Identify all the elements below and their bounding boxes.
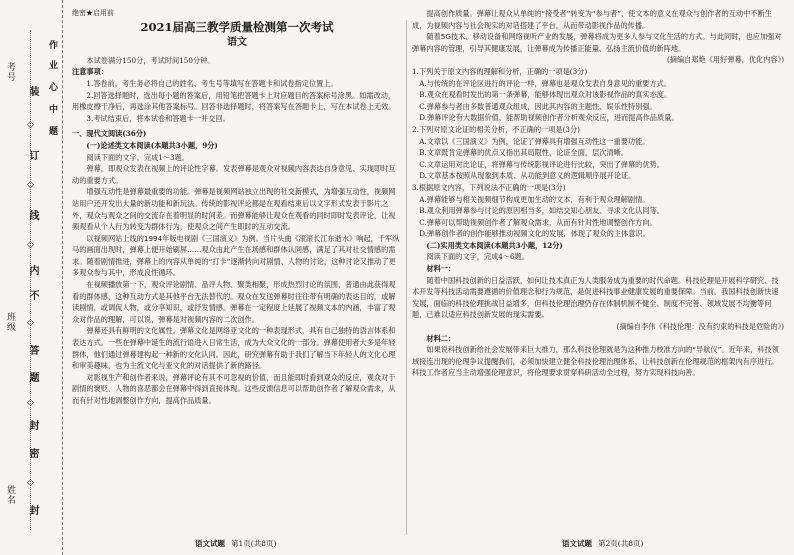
triangle-marker-icon: ◇ (27, 120, 34, 130)
seal-char: 不 (27, 290, 38, 300)
material-label: 材料二： (426, 333, 456, 343)
question-option: C.弹幕可以帮助视频创作者了解观众需求，从而有针对性地调整创作方向。 (419, 217, 657, 227)
left-column (72, 8, 402, 407)
passage-paragraph: 在视频播放第一下，观众评论剧情、品评人物、聚类相聚，形成热烈讨论的氛围，普通由此获得观看的群体感，这种互动方式是其他平台无法替代的。观众在发送弹幕时往往带有明确的表达目的，或解读剧情，或调侃人物，或分享知识，或抒发情感。弹幕在一定程度上延展了视频文本的内涵，丰富了观众对作品的理解，可以说，弹幕是对视频内容的二次创作。 (72, 280, 396, 324)
section-heading: 一、现代文阅读(36分) (72, 129, 147, 139)
passage-paragraph: 增强互动性是弹幕最重要的功能。弹幕是视频网站独立出现的社交新模式，为增强互动性，视频网站用户还开发出大量的新功能和新玩法。传统的影视评论都是在观看结束后以文字形式发表于影片之外，观众与观众之间的交流存在着明显的时间差。而弹幕能够让观众在观看的同时即时发表评论，让视频观看从个人行为转变为群体行为，使观众之间产生即时的互动交流。 (72, 187, 396, 232)
school-char: 业 (47, 60, 57, 70)
subject-title: 语文 (227, 37, 247, 49)
material-text: 随着中国科技创新的日益活跃，如何让技术真正为人类服务成为重要的时代命题。科技伦理是开展科学研究、技术开发等科技活动需要遵循的价值理念和行为规范，是促进科技事业健康发展的重要保障。当前，我国科技创新快速发展，面临的科技伦理挑战日益增多，但科技伦理治理仍存在体制机制不健全、制度不完善、领域发展不均衡等问题，已难以适应科技创新发展的现实需要。 (412, 275, 779, 320)
question-option: D.弹幕评论有大数据价值，能帮助视频创作者分析观众反应，进而提高作品质量。 (419, 113, 679, 123)
instruction-line: 2.回答选择题时，选出每小题的答案后，用铅笔把答题卡上对应题目的答案标号涂黑。如需改动，用橡皮擦干净后，再选涂其他答案标号。回答非选择题时，将答案写在答题卡上，写在本试卷上无效。 (72, 90, 396, 112)
passage-source: (摘编自郑艳《用好弹幕，优化内容》) (666, 55, 784, 65)
instruction-heading: 注意事项： (72, 67, 108, 77)
seal-char: 内 (27, 265, 38, 275)
material-text: 如果说科技创新给社会发展带来巨大推力，那么科技伦理就是为这种推力校准方向的“导航仪”。近年来，科技领域接连出现的伦理争议提醒我们，必须加快建立健全科技伦理治理体系，让科技创新在伦理规范的框架内有序进行。科技工作者应当主动增强伦理意识，将伦理要求贯穿科研活动全过程，努力实现科技向善。 (412, 345, 779, 378)
footer-subject: 语文试题 (562, 539, 592, 548)
instruction-line: 1.答卷前，考生务必将自己的姓名、考生号等填写在答题卡和试卷指定位置上。 (86, 78, 338, 88)
binding-margin (0, 0, 63, 555)
seal-char: 密 (27, 448, 38, 458)
question-option: A.与传统的在评论区进行的评论一样，弹幕也是观众发表自身意见的重要方式。 (419, 78, 672, 88)
right-column (412, 8, 784, 379)
material-label: 材料一： (426, 264, 456, 274)
passage-paragraph: 弹幕，即观众发表在视频上的评论性字幕。发表弹幕是观众对视频内容表达自身意见、实现即时互动的重要方式。 (72, 164, 396, 185)
school-char: 作 (47, 40, 57, 50)
passage-paragraph: 随着5G技术、移动设备和网络视听产业的发展，弹幕将成为更多人参与文化生活的方式。与此同时，也应加强对弹幕内容的管理，引导其健康发展，让弹幕成为传播正能量、弘扬主流价值的新阵地。 (412, 32, 782, 53)
triangle-marker-icon: ◇ (27, 240, 34, 250)
question-option: D.文章基本按照从现象到本质、从功能到意义的逻辑顺序展开论证。 (419, 171, 636, 181)
question-option: B.文章既肯定弹幕的优点又指出其局限性，论证全面，层次清晰。 (419, 148, 629, 158)
instruction-line: 3.考试结束后，将本试卷和答题卡一并交回。 (86, 113, 230, 123)
question-2: 2.下列对原文论证的相关分析，不正确的一项是(3分) (412, 124, 580, 134)
exam-title: 2021届高三教学质量检测第一次考试 (140, 19, 334, 34)
subsection-heading: (二)实用类文本阅读(本题共3小题，12分) (426, 240, 563, 250)
question-option: A.弹幕能够与相关视频细节构成更加生动的文本，有利于观众理解剧情。 (419, 194, 650, 204)
question-option: B.观众利用弹幕参与讨论的原因相当多，如结交知心朋友、寻求文化认同等。 (419, 206, 664, 216)
passage-paragraph: 对影视生产和创作者来说，弹幕评论有其不可忽视的价值，而且能即时看到观众的反应，观众对于剧情的褒贬、人物的喜恶都会在弹幕中得到直接体现。这些反馈信息可以帮助创作者了解观众需求，从而有针对性地调整创作方向，提高作品质量。 (72, 372, 396, 405)
question-option: C.文章运用对比论证，将弹幕与传统影视评论进行比较，突出了弹幕的优势。 (419, 159, 664, 169)
secret-tag: 绝密★启用前 (72, 9, 114, 17)
column-divider (406, 20, 407, 535)
page-footer-right (562, 538, 649, 549)
triangle-marker-icon: ◇ (27, 398, 34, 408)
school-char: 中 (47, 104, 57, 114)
passage-paragraph: 以视频网站上线的1994年版电视剧《三国演义》为例。当片头曲《滚滚长江东逝水》响起，千军纵马的画面出现时，弹幕上便开始刷屏……观众由此产生在场感和群体认同感，满足了其对社交情感的需求。随着剧情推进，弹幕上的内容从单纯的“打卡”逐渐转向对剧情、人物的讨论，这种讨论又推动了更多观众参与其中，形成良性循环。 (72, 233, 400, 278)
footer-page: 第1页(共8页) (231, 539, 277, 548)
page-footer-left (195, 538, 282, 549)
seal-char: 订 (27, 150, 38, 160)
seal-char: 答 (27, 345, 38, 355)
school-char: 心 (47, 82, 57, 92)
subsection-heading: (一)论述类文本阅读(本题共3小题，9分) (86, 140, 218, 150)
question-3: 3.根据原文内容，下列说法不正确的一项是(3分) (412, 182, 566, 192)
triangle-marker-icon: ◇ (27, 318, 34, 328)
question-option: C.弹幕参与者由多数普通观众组成，因此其内容的主题性、娱乐性特别强。 (419, 101, 657, 111)
footer-page: 第2页(共8页) (598, 539, 644, 548)
question-option: D.弹幕创作者的创作能够推动视频文化的发展，体现了观众的主体意识。 (419, 229, 650, 239)
seal-char: 题 (27, 372, 38, 382)
material-source: (摘编自李伟《科技伦理：没有约束的科技是危险的》) (616, 322, 784, 332)
passage-paragraph: 提高创作质量。弹幕让观众从单纯的“接受者”转变为“参与者”，使文本的意义在观众与创作者的互动中不断生成，为视频内容与社会现实的对话搭建了平台，从而带动影视作品的传播。 (412, 9, 772, 30)
class-label: 班级 (5, 312, 15, 332)
instruction-line: 本试卷满分150分，考试时间150分钟。 (86, 55, 215, 65)
question-option: B.观众在观看时发出的第一条弹幕，能够体现出观众对该影视作品的真实态度。 (419, 90, 672, 100)
question-option: A.文章以《三国演义》为例，论证了弹幕具有增强互动性这一重要功能。 (419, 136, 650, 146)
seal-char: 封 (27, 505, 38, 515)
passage-paragraph: 弹幕还具有鲜明的文化属性。弹幕文化是网络亚文化的一种表现形式，具有自己独特的语言体系和表达方式。一些在弹幕中诞生的流行语进入日常生活，成为大众文化的一部分。弹幕使用者大多是年轻群体，他们通过弹幕建构起一种新的文化认同。因此，研究弹幕有助于我们了解当下年轻人的文化心理和审美趣味，也为主流文化与亚文化的对话提供了新的路径。 (72, 326, 396, 371)
reading-prompt: 阅读下面的文字，完成1～3题。 (86, 152, 189, 162)
seal-char: 装 (27, 86, 38, 96)
exam-id-label: 考号 (5, 62, 15, 82)
footer-subject: 语文试题 (195, 539, 225, 548)
school-char: 题 (47, 126, 57, 136)
seal-char: 封 (27, 420, 38, 430)
reading-prompt: 阅读下面的文字，完成4～6题。 (426, 252, 529, 262)
triangle-marker-icon: ◇ (27, 180, 34, 190)
question-1: 1.下列关于原文内容的理解和分析，正确的一项是(3分) (412, 66, 588, 76)
triangle-marker-icon: ◇ (27, 478, 34, 488)
name-label: 姓名 (5, 485, 15, 505)
seal-char: 线 (27, 210, 38, 220)
